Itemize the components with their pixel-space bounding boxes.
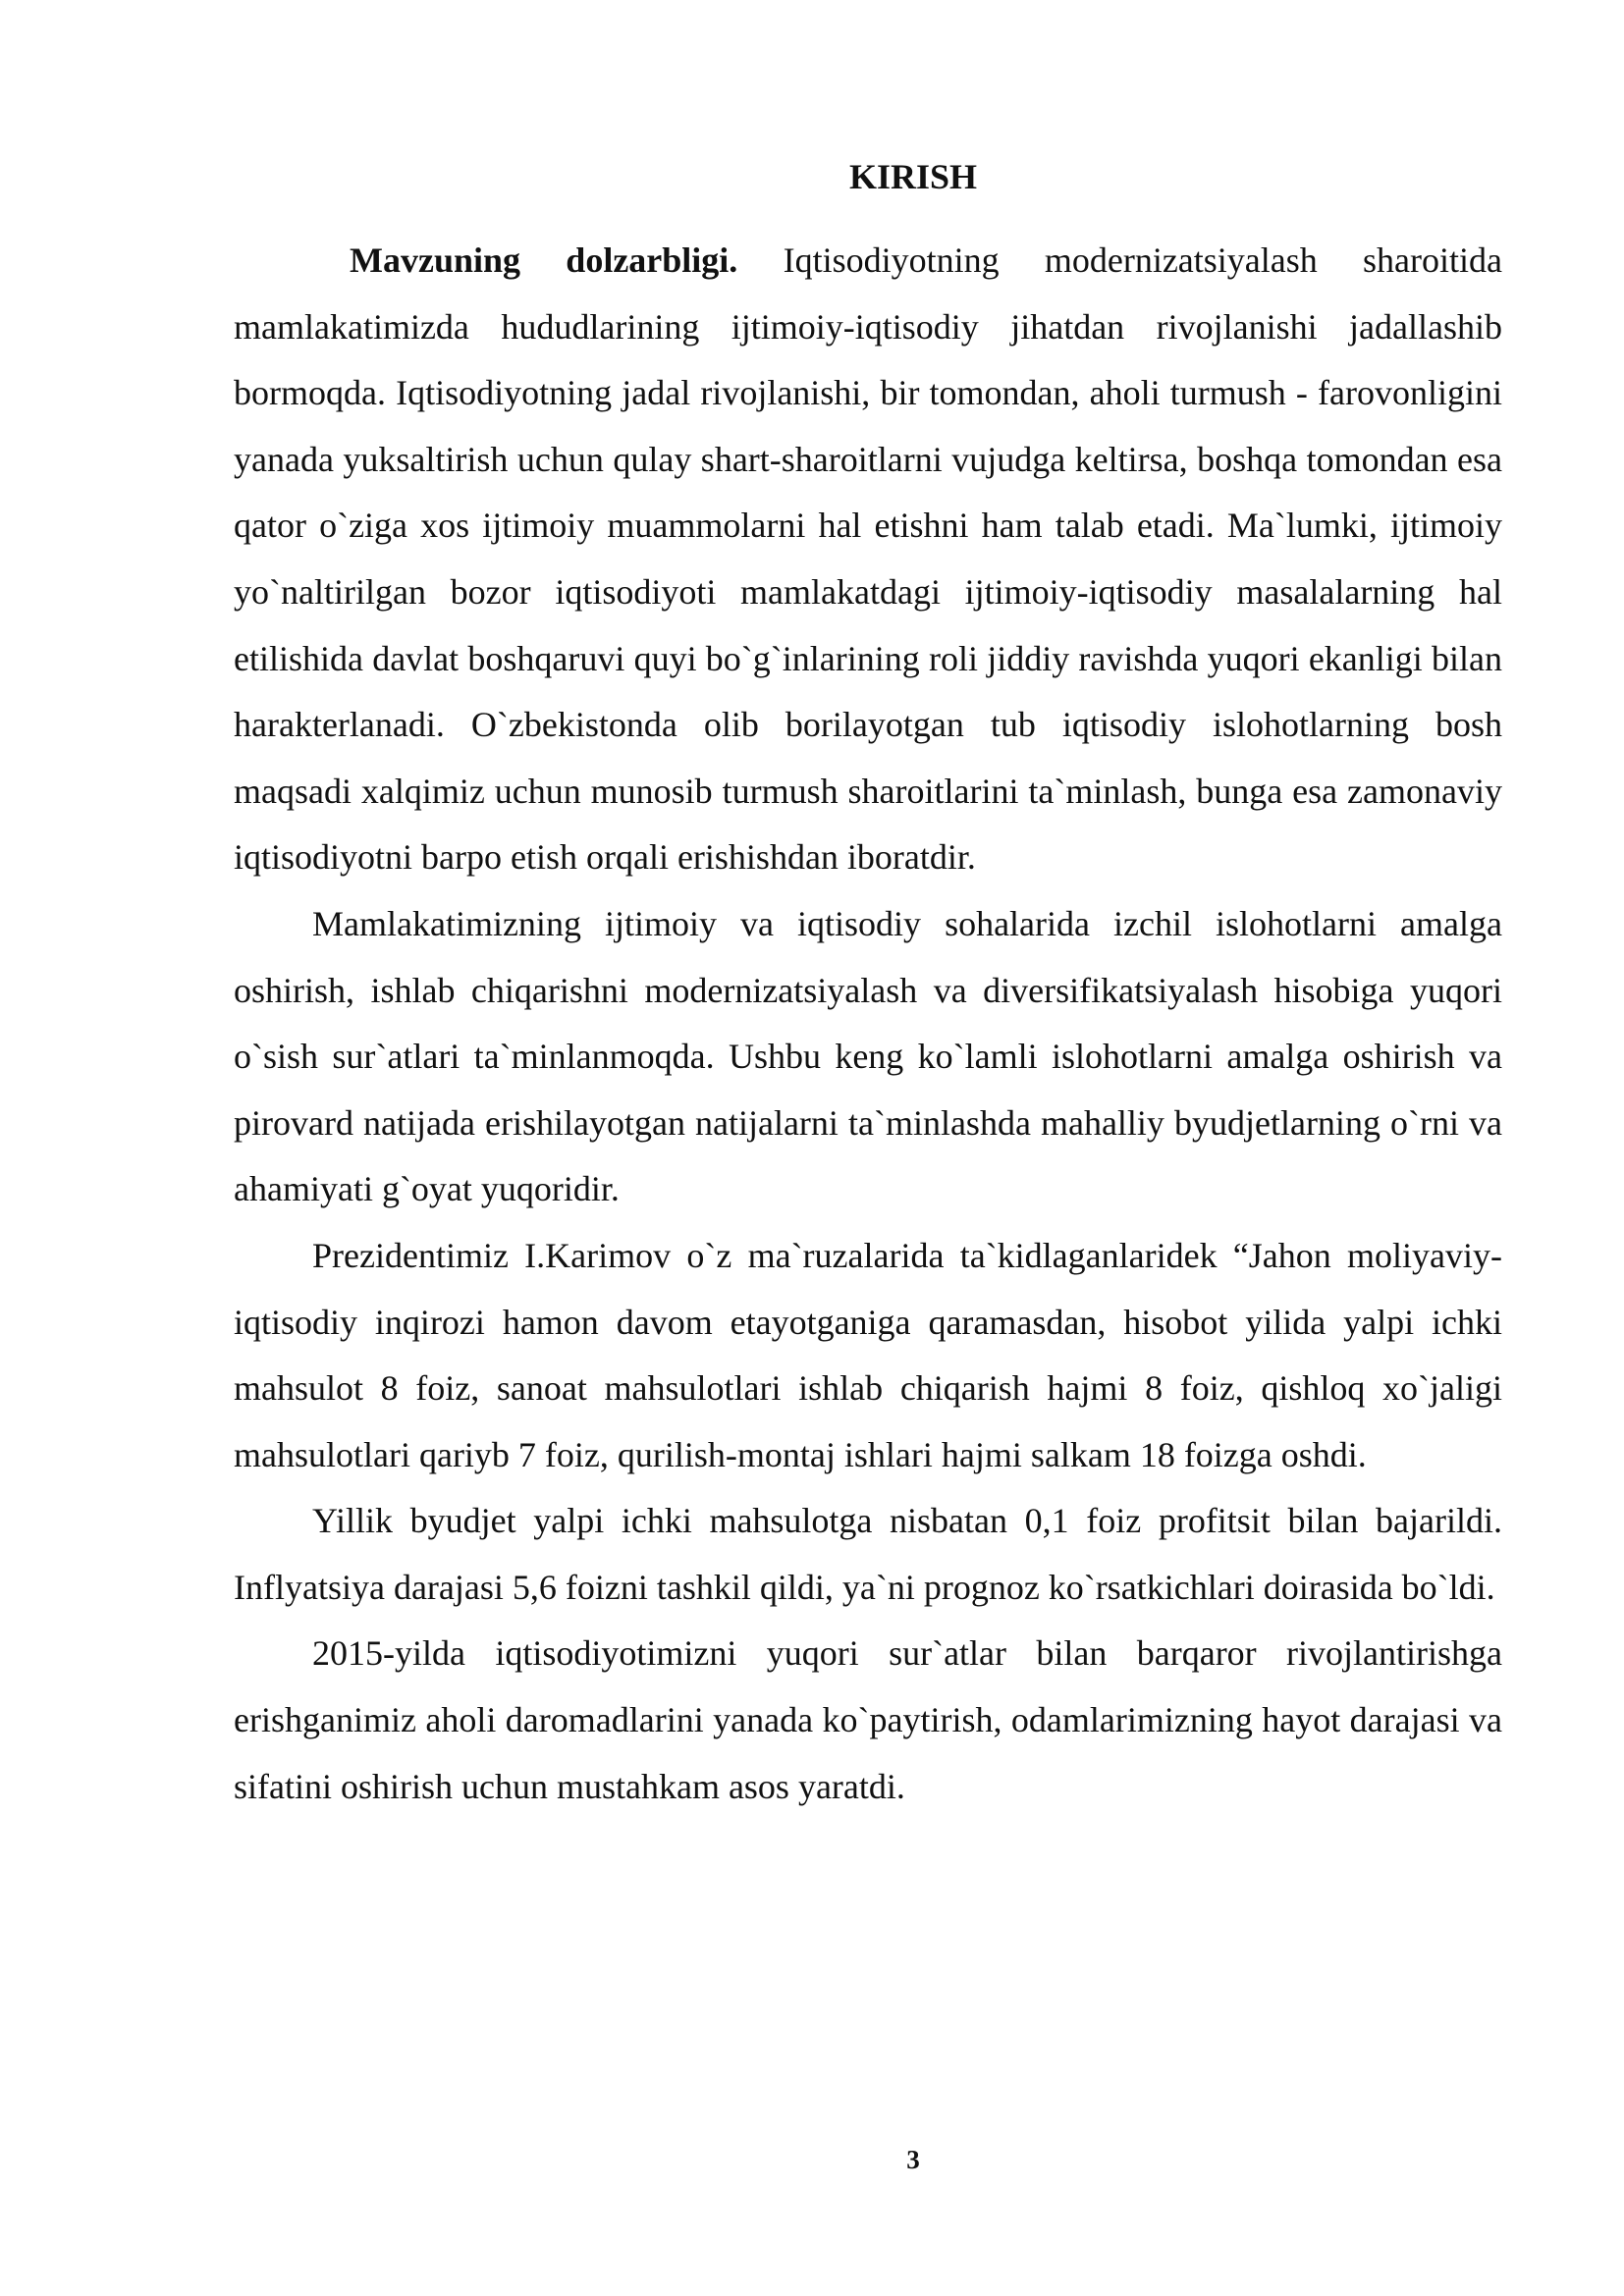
paragraph-2015: 2015-yilda iqtisodiyotimizni yuqori sur`atlar bilan barqaror rivojlantirishga erishganimiz aholi daromadlarini yanada ko`paytirish, odamlarimizning hayot darajasi va sifatini oshirish uchun mustahkam asos yaratdi. [234,1633,1502,1806]
page-number: 3 [906,2145,920,2174]
paragraph-relevance [234,228,1502,891]
paragraph-text: Iqtisodiyotning modernizatsiyalash sharoitida mamlakatimizda hududlarining ijtimoiy-iqtisodiy jihatdan rivojlanishi jadallashib bormoqda. Iqtisodiyotning jadal rivojlanishi, bir tomondan, aholi turmush - farovonligini yanada yuksaltirish uchun qulay shart-sharoitlarni vujudga keltirsa, boshqa tomondan esa qator o`ziga xos ijtimoiy muammolarni hal etishni ham talab etadi. Ma`lumki, ijtimoiy yo`naltirilgan bozor iqtisodiyoti mamlakatdagi ijtimoiy-iqtisodiy masalalarning hal etilishida davlat boshqaruvi quyi bo`g`inlarining roli jiddiy ravishda yuqori ekanligi bilan harakterlanadi. O`zbekistonda olib borilayotgan tub iqtisodiy islohotlarning bosh maqsadi xalqimiz uchun munosib turmush sharoitlarini ta`minlash, bunga esa zamonaviy iqtisodiyotni barpo etish orqali erishishdan iboratdir. [234,240,1502,878]
paragraph-reforms: Mamlakatimizning ijtimoiy va iqtisodiy sohalarida izchil islohotlarni amalga oshirish, ishlab chiqarishni modernizatsiyalash va diversifikatsiyalash hisobiga yuqori o`sish sur`atlari ta`minlanmoqda. Ushbu keng ko`lamli islohotlarni amalga oshirish va pirovard natijada erishilayotgan natijalarni ta`minlashda mahalliy byudjetlarning o`rni va ahamiyati g`oyat yuqoridir. [234,903,1502,1209]
section-heading: KIRISH [848,157,978,196]
paragraph-president-quote: Prezidentimiz I.Karimov o`z ma`ruzalarida ta`kidlaganlaridek “Jahon moliyaviy-iqtisodiy inqirozi hamon davom etayotganiga qaramasdan, hisobot yilida yalpi ichki mahsulot 8 foiz, sanoat mahsulotlari ishlab chiqarish hajmi 8 foiz, qishloq xo`jaligi mahsulotlari qariyb 7 foiz, qurilish-montaj ishlari hajmi salkam 18 foizga oshdi. [234,1235,1502,1474]
paragraph-lead: Mavzuning dolzarbligi. [350,240,738,280]
body-text [234,228,1502,1820]
paragraph-budget: Yillik byudjet yalpi ichki mahsulotga nisbatan 0,1 foiz profitsit bilan bajarildi. Inflyatsiya darajasi 5,6 foizni tashkil qildi, ya`ni prognoz ko`rsatkichlari doirasida bo`ldi. [234,1501,1502,1607]
